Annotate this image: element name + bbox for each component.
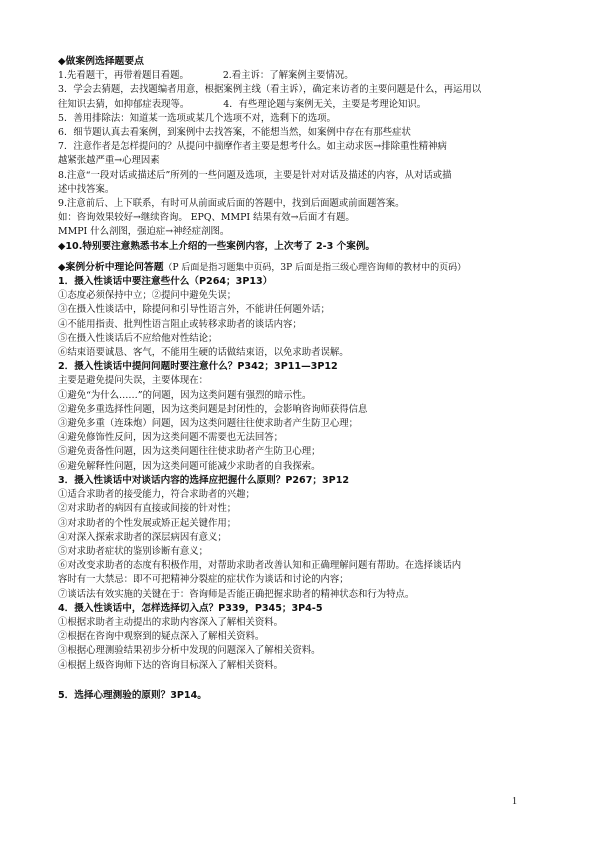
list-item: ④根据上级咨询师下达的咨询目标深入了解相关资料。 [58,659,284,671]
paragraph-line: 5．善用排除法：知道某一选项或某几个选项不对，选剩下的选项。 [58,112,336,124]
paragraph-line: 越紧张越严重→心理因素 [58,155,160,167]
list-item: ②避免多重选择性问题，因为这类问题是封闭性的，会影响咨询师获得信息 [58,403,368,415]
list-item: ③避免多重（连珠炮）问题，因为这类问题往往使求助者产生防卫心理； [58,418,359,430]
list-item: ⑤对求助者症状的鉴别诊断有意义； [58,545,209,557]
list-item: ④避免修饰性反问，因为这类问题不需要也无法回答； [58,432,284,444]
point-4-text: 4．有些理论题与案例无关，主要是考理论知识。 [223,98,427,110]
question-4-title: 4．摄入性谈话中，怎样选择切入点？P339，P345；3P4-5 [58,602,323,614]
list-item: ⑤避免责备性问题，因为这类问题往往使求助者产生防卫心理； [58,446,321,458]
list-item: ①态度必须保持中立；②提问中避免失误； [58,290,237,302]
section-heading-choice-questions: ◆做案例选择题要点 [58,56,144,67]
section-heading-note: （P 后面是指习题集中页码，3P 后面是指三级心理咨询师的教材中的页码） [163,262,467,273]
paragraph-line: 7．注意作者是怎样提问的？从提问中揣摩作者主要是想考什么。如主动求医→排除重性精神病 [58,141,447,153]
spacer [58,254,558,261]
list-item: ②对求助者的病因有直接或间接的针对性； [58,503,237,515]
list-item: ①根据求助者主动提出的求助内容深入了解相关资料。 [58,616,284,628]
point-2-text: 2.看主诉：了解案例主要情况。 [222,70,354,82]
paragraph-line: MMPI 什么剖图，强迫症→神经症剖图。 [58,226,230,238]
paragraph-line: 9.注意前后、上下联系，有时可从前面或后面的答题中，找到后面题或前面题答案。 [58,198,405,210]
question-1-title: 1．摄入性谈话中要注意些什么（P264；3P13） [58,276,273,288]
list-item: ①适合求助者的接受能力，符合求助者的兴趣； [58,489,255,501]
list-item: ⑥对改变求助者的态度有积极作用，对帮助求助者改善认知和正确理解问题有帮助。在选择谈话内 [58,560,462,572]
list-item: ②根据在咨询中观察到的疑点深入了解相关资料。 [58,631,265,643]
list-item: ⑥结束语要诚恳、客气，不能用生硬的话做结束语，以免求助者误解。 [58,347,349,359]
list-item: ⑤在摄入性谈话后不应给他对性结论； [58,332,218,344]
list-item: ③根据心理测验结果初步分析中发现的问题深入了解相关资料。 [58,645,321,657]
question-2-title: 2．摄入性谈话中提问问题时要注意什么？P342；3P11—3P12 [58,361,338,373]
paragraph-line: 如：咨询效果较好→继续咨询。 EPQ、MMPI 结果有效→后面才有题。 [58,212,355,224]
list-item: ③对求助者的个性发展或矫正起关键作用； [58,517,237,529]
paragraph-line [58,69,558,83]
point-1-text: 1.先看题干，再带着题目看题。 [58,70,189,82]
paragraph-line: 3．学会去猜题，去找题编者用意，根据案例主线（看主诉），确定来访者的主要问题是什么，再运用以 [58,84,482,96]
list-item-continuation: 容时有一大禁忌：即不可把精神分裂症的症状作为谈话和讨论的内容； [58,574,349,586]
paragraph-line [58,98,558,112]
list-item: ⑦谈话法有效实施的关键在于：咨询师是否能正确把握求助者的精神状态和行为特点。 [58,588,415,600]
question-2-intro: 主要是避免提问失误，主要体现在： [58,375,209,387]
page-content [58,55,558,703]
question-3-title: 3．摄入性谈话中对谈话内容的选择应把握什么原则？P267；3P12 [58,474,350,486]
list-item: ④对深入探索求助者的深层病因有意义； [58,531,227,543]
paragraph-line: 8.注意“一段对话或描述后”所列的一些问题及选项，主要是针对对话及描述的内容，从对话或描 [58,169,452,181]
list-item: ③在摄入性谈话中，除提问和引导性语言外，不能讲任何题外话； [58,304,330,316]
section-heading-theory-questions [58,261,558,275]
point-10-emphasis: ◆10.特别要注意熟悉书本上介绍的一些案例内容，上次考了 2-3 个案例。 [58,240,376,252]
page-number: 1 [512,796,517,807]
paragraph-line: 6．细节题认真去看案例，到案例中去找答案，不能想当然，如案例中存在有那些症状 [58,127,411,139]
section-heading-text: ◆案例分析中理论问答题 [58,261,164,273]
list-item: ①避免“为什么……”的问题，因为这类问题有强烈的暗示性。 [58,389,312,401]
point-3-continuation: 往知识去猜，如抑郁症表现等。 [58,98,190,110]
list-item: ④不能用指责、批判性语言阻止或转移求助者的谈话内容； [58,318,302,330]
spacer [58,673,558,689]
question-5-title: 5．选择心理测验的原则？3P14。 [58,689,207,701]
list-item: ⑥避免解释性问题，因为这类问题可能减少求助者的自我探索。 [58,460,321,472]
paragraph-line: 述中找答案。 [58,183,115,195]
